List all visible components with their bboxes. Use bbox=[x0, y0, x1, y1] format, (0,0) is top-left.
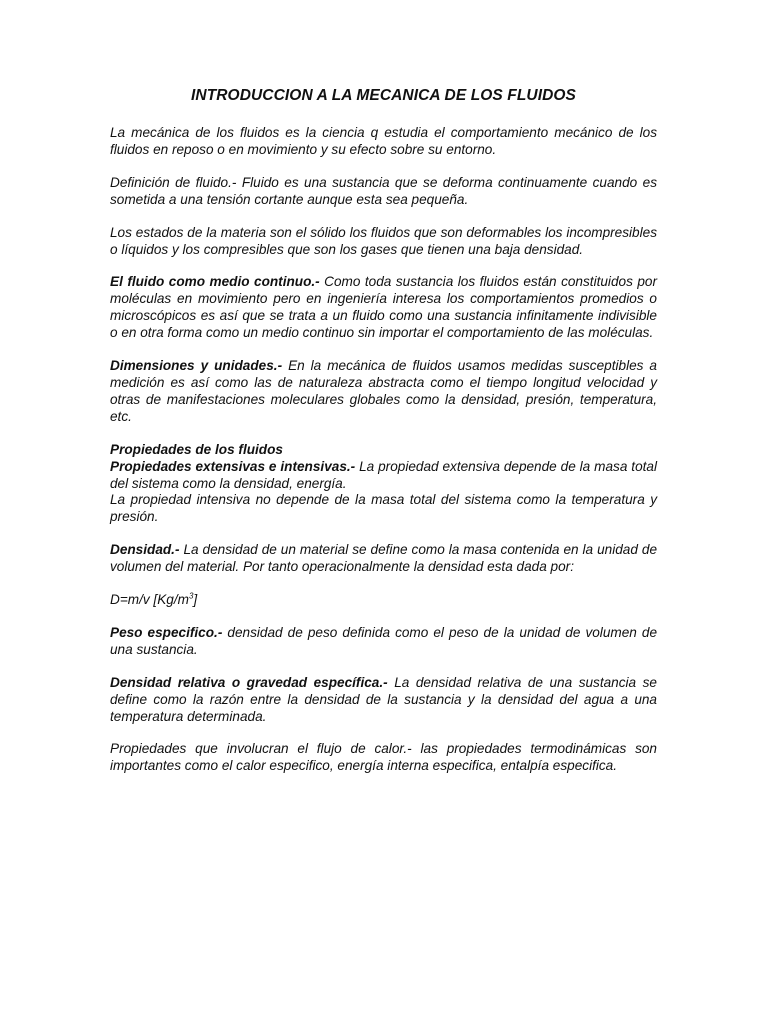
paragraph-relative-density bbox=[110, 675, 657, 726]
density-formula bbox=[110, 592, 657, 609]
document-title: INTRODUCCION A LA MECANICA DE LOS FLUIDOS bbox=[191, 87, 576, 104]
paragraph-specific-weight bbox=[110, 625, 657, 659]
density-text: La densidad de un material se define como la masa contenida en la unidad de volumen del material. Por tanto operacionalmente la densidad esta dada por: bbox=[110, 542, 657, 575]
formula-close: ] bbox=[193, 592, 198, 608]
paragraph-heat-properties: Propiedades que involucran el flujo de calor.- las propiedades termodinámicas son importantes como el calor especifico, energía interna especifica, entalpía especifica. bbox=[110, 741, 657, 774]
paragraph-extensive-intensive bbox=[110, 459, 657, 493]
dimensions-text: En la mecánica de fluidos usamos medidas susceptibles a medición es así como las de naturaleza abstracta como el tiempo longitud velocidad y otras de manifestaciones moleculares globales como la densidad, presión, temperatura, etc. bbox=[110, 358, 657, 424]
continuum-label: El fluido como medio continuo.- bbox=[110, 274, 320, 290]
relative-density-label: Densidad relativa o gravedad específica.- bbox=[110, 674, 388, 690]
specific-weight-text: densidad de peso definida como el peso de la unidad de volumen de una sustancia. bbox=[110, 624, 658, 657]
paragraph-density bbox=[110, 542, 657, 576]
properties-heading: Propiedades de los fluidos bbox=[110, 441, 283, 457]
paragraph-fluid-definition: Definición de fluido.- Fluido es una sustancia que se deforma continuamente cuando es sometida a una tensión cortante aunque esta sea pequeña. bbox=[110, 174, 657, 207]
dimensions-label: Dimensiones y unidades.- bbox=[110, 358, 283, 374]
paragraph-dimensions-units bbox=[110, 358, 657, 426]
specific-weight-label: Peso especifico.- bbox=[110, 624, 223, 640]
paragraph-intensive: La propiedad intensiva no depende de la masa total del sistema como la temperatura y presión. bbox=[110, 492, 657, 525]
relative-density-text: La densidad relativa de una sustancia se define como la razón entre la densidad de la sustancia y la densidad del agua a una temperatura determinada. bbox=[110, 674, 657, 724]
density-label: Densidad.- bbox=[110, 542, 180, 558]
formula-exponent: 3 bbox=[188, 591, 194, 601]
paragraph-states-of-matter: Los estados de la materia son el sólido los fluidos que son deformables los incompresibles o líquidos y los compresibles que son los gases que tienen una baja densidad. bbox=[110, 224, 657, 257]
paragraph-intro: La mecánica de los fluidos es la ciencia q estudia el comportamiento mecánico de los fluidos en reposo o en movimiento y su efecto sobre su entorno. bbox=[110, 125, 657, 157]
continuum-text: Como toda sustancia los fluidos están constituidos por moléculas en movimiento pero en ingeniería interesa los comportamientos promedios o microscópicos es así que se trata a un fluido como una sustancia infinitamente indivisible o en otra forma como un medio continuo sin importar el comportamiento de las moléculas. bbox=[110, 274, 657, 341]
paragraph-continuum bbox=[110, 274, 657, 342]
formula-base: D=m/v [Kg/m bbox=[110, 592, 189, 608]
extensive-intensive-label: Propiedades extensivas e intensivas.- bbox=[110, 458, 356, 474]
properties-heading-line bbox=[110, 442, 657, 459]
extensive-text: La propiedad extensiva depende de la masa total del sistema como la densidad, energía. bbox=[110, 458, 657, 491]
document-page bbox=[110, 86, 657, 791]
